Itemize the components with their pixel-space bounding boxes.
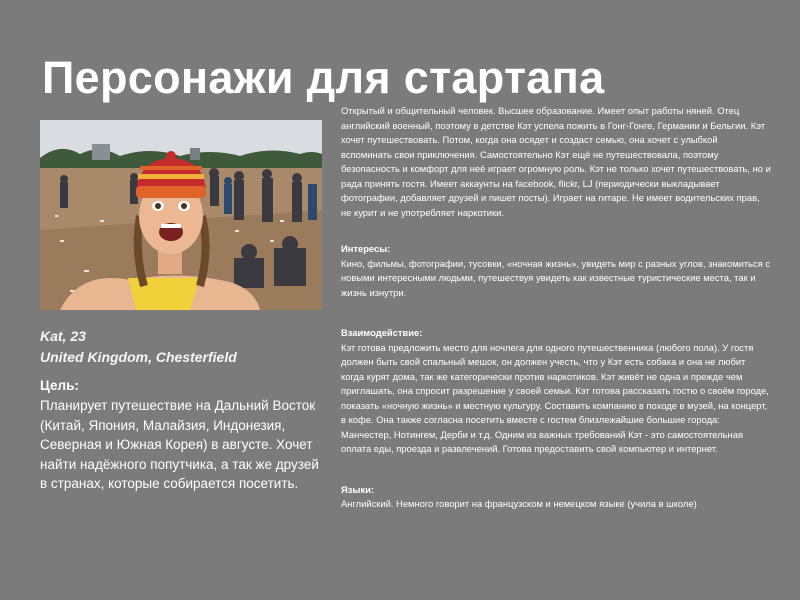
interests-heading: Интересы: bbox=[341, 243, 391, 254]
goal-heading: Цель: bbox=[40, 378, 79, 393]
languages-text: Английский. Немного говорит на французском и немецком языке (учила в школе) bbox=[341, 498, 697, 509]
persona-location: United Kingdom, Chesterfield bbox=[40, 349, 237, 365]
goal-text: Планирует путешествие на Дальний Восток (Китай, Япония, Малайзия, Индонезия, Северная и Южная Корея) в августе. Хочет найти надёжного попутчика, а так же друзей в странах, которые собирается посетить. bbox=[40, 398, 319, 491]
bio-text: Открытый и общительный человек. Высшее образование. Имеет опыт работы няней. Отец английский военный, поэтому в детстве Кэт успела пожить в Гонг-Гонге, Германии и Бельгии. Кэт хочет путешествовать. Потом, когда она осядет и создаст семью, она хочет с улыбкой вспоминать свои приключения. Самостоятельно Кэт ещё не путешествовала, поэтому безопасность и комфорт для неё играет огромную роль. Кэт не только хочет путешествовать, но и рада принять гостя. Имеет аккаунты на facebook, flickr, LJ (периодически выкладывает фотографии, добавляет друзей и пишет посты). Играет на гитаре. Не имеет водительских прав, не курит и не употребляет наркотики. bbox=[341, 105, 771, 218]
languages-heading: Языки: bbox=[341, 483, 374, 495]
persona-photo bbox=[40, 120, 322, 310]
persona-details bbox=[341, 104, 771, 512]
interaction-text: Кэт готова предложить место для ночлега для одного путешественника (любого пола). У гостя должен быть свой спальный мешок, он должен учесть, что у Кэт есть собака и она не любит когда курят дома, так же категорически против наркотиков. Кэт живёт не одна и прежде чем приглашать, она спросит разрешение у своей семьи. Кэт готова рассказать гостю о своём городе, показать «ночную жизнь» и местную культуру. Составить компанию в походе в музей, на концерт, в кофе. Она также согласна посетить вместе с гостем близлежайшие большие города: Манчестер, Нотингем, Дерби и т.д. Одним из важных требований Кэт - это самостоятельная оплата еды, проезда и развлечений. Готова предоставить свой компьютер и интернет. bbox=[341, 341, 769, 454]
persona-name: Kat, 23 bbox=[40, 328, 86, 344]
slide-title: Персонажи для стартапа bbox=[42, 52, 605, 103]
interaction-heading: Взаимодействие: bbox=[341, 327, 423, 338]
interests-text: Кино, фильмы, фотографии, тусовки, «ночная жизнь», увидеть мир с разных углов, знакомиться с новыми интересными людьми, путешествуя увидеть как известные туристические места, так и жизнь изнутри. bbox=[341, 257, 771, 298]
